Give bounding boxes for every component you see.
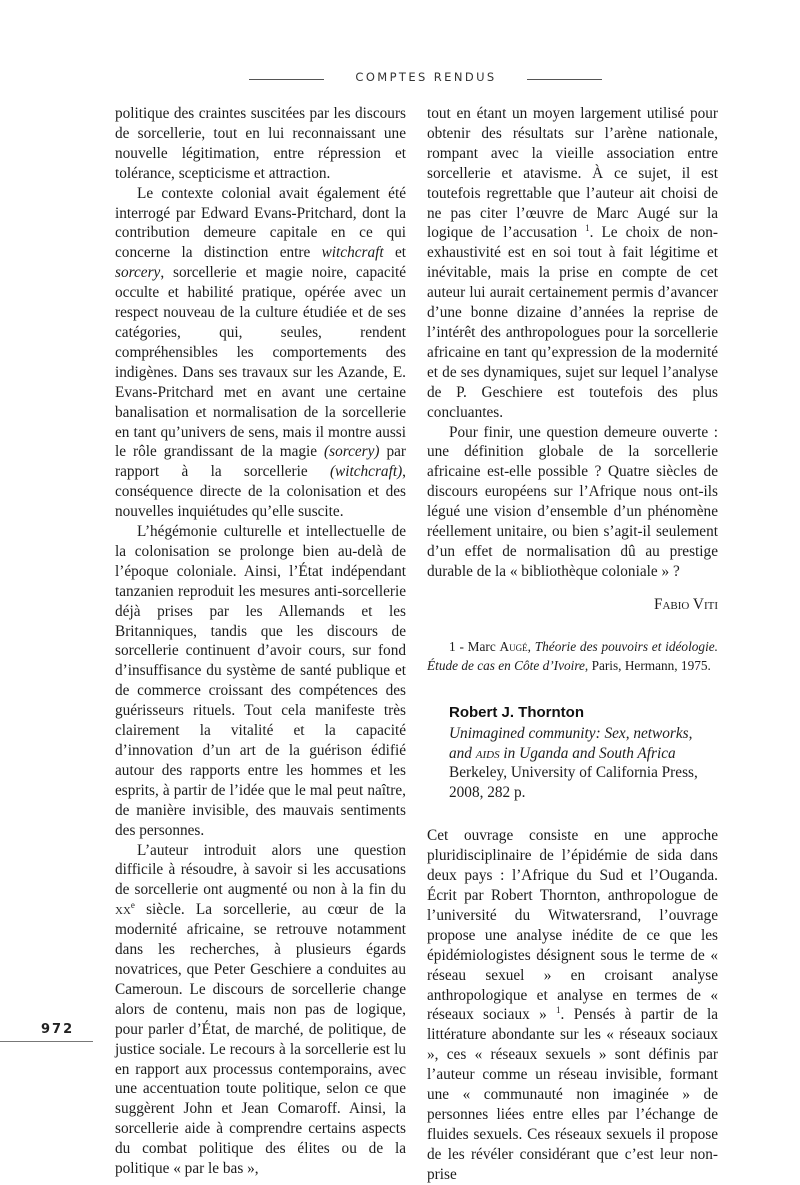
review-signature: Fabio Viti bbox=[653, 595, 718, 613]
footnote-ref-review: 1 bbox=[556, 1005, 561, 1016]
footnote-ref: 1 bbox=[585, 223, 590, 234]
page-number-rule bbox=[0, 1041, 93, 1042]
header-rule-right bbox=[527, 79, 602, 80]
footnote-book-title: Théorie des pouvoirs et idéologie. Étude de cas en Côte d’Ivoire bbox=[427, 638, 718, 673]
header-rule-left bbox=[249, 79, 324, 80]
review-book-title: Unimagined community: Sex, networks, and aids in Uganda and South Africa bbox=[449, 724, 693, 762]
term-sorcery: sorcery bbox=[115, 264, 161, 282]
paragraph-evans-pritchard: Le contexte colonial avait également été interrogé par Edward Evans-Pritchard, dont la contribution demeure capitale en ce qui concerne la distinction entre witchcraft et sorcery, sorcellerie et magie noire, capacité occulte et habilité pratique, opérée avec un respect nouveau de la culture étudiée et de ses catégories, qui, seules, rendent compréhensibles les comportements des indigènes. Dans ses travaux sur les Azande, E. Evans-Pritchard met en avant une certaine banalisation et normalisation de la sorcellerie en tant qu’univers de sens, mais il montre aussi le rôle grandissant de la magie (sorcery) par rapport à la sorcellerie (witchcraft), conséquence directe de la colonisation et des nouvelles inquiétudes qu’elle suscite. bbox=[115, 184, 406, 521]
running-header bbox=[0, 70, 800, 90]
paragraph-hegemony: L’hégémonie culturelle et intellectuelle de la colonisation se prolonge bien au-delà de l’époque coloniale. Ainsi, l’État indépendant tanzanien reproduit les mesures anti-sorcellerie déjà prises par les Allemands et les Britanniques, tandis que les discours de sorcellerie continuent d’avoir cours, sur fond d’insuffisance du système de santé publique et de commerce croissant des compétences des guérisseurs rituels. Tout cela manifeste très clairement la vitalité et la capacité d’innovation d’un art de la guérison édifié autour des rapports entre les hommes et les esprits, à partir de l’idée que le mal peut naître, de manière invisible, des mauvais sentiments des personnes. bbox=[115, 523, 406, 839]
right-column bbox=[427, 104, 718, 1185]
review-header bbox=[449, 702, 718, 804]
century-numeral: xx bbox=[115, 901, 131, 919]
paragraph-auge: tout en étant un moyen largement utilisé pour obtenir des résultats sur l’arène nationale, rompant avec la vieille association entre sorcellerie et atavisme. À ce sujet, il est toutefois regrettable que l’auteur ait choisi de ne pas citer l’œuvre de Marc Augé sur la logique de l’accusation $^1$. Le choix de non-exhaustivité est en soi tout à fait légitime et inévitable, mais la prise en compte de cet auteur lui aurait certainement permis d’avancer d’une bonne dizaine d’années la reprise de l’intérêt des anthropologues pour la sorcellerie africaine en tant qu’expression de la modernité et de ses dynamiques, sujet sur lequel l’analyse de P. Geschiere est toutefois des plus concluantes. bbox=[427, 105, 718, 421]
footnote: 1 - Marc Augé, Théorie des pouvoirs et idéologie. Étude de cas en Côte d’Ivoire, Paris, Hermann, 1975. bbox=[427, 638, 718, 673]
paragraph-continued: politique des craintes suscitées par les discours de sorcellerie, tout en lui reconnaissant une nouvelle légitimation, entre répression et tolérance, scepticisme et attraction. bbox=[115, 105, 406, 182]
review-author: Robert J. Thornton bbox=[449, 703, 584, 721]
page-number: 972 bbox=[41, 1022, 75, 1037]
review-publisher: Berkeley, University of California Press, 2008, 282 p. bbox=[449, 764, 698, 802]
term-witchcraft-paren: (witchcraft) bbox=[329, 463, 403, 481]
term-sorcery-paren: (sorcery) bbox=[324, 443, 380, 461]
left-column bbox=[115, 104, 406, 1179]
paragraph-conclusion: Pour finir, une question demeure ouverte : une définition globale de la sorcellerie africaine est-elle possible ? Quatre siècles de discours européens sur l’Afrique nous ont-ils légué une vision d’ensemble d’un phénomène réellement unitaire, ou bien s’agit-il seulement d’un effet de normalisation dû au prestige durable de la « bibliothèque coloniale » ? bbox=[427, 423, 718, 580]
review-body: Cet ouvrage consiste en une approche pluridisciplinaire de l’épidémie de sida dans deux pays : l’Afrique du Sud et l’Ouganda. Écrit par Robert Thornton, anthropologue de l’université du Witwatersrand, l’ouvrage propose une analyse inédite de ce que les épidémiologistes désignent sous le terme de « réseau sexuel » en croisant analyse anthropologique et analyse en termes de « réseaux sociaux » $^1$. Pensés à partir de la littérature abondante sur les « réseaux sociaux », ces « réseaux sexuels » sont définis par l’auteur comme un réseau invisible, formant une « communauté non imaginée » de personnes liées entre elles par l’échange de fluides sexuels. Ces réseaux sexuels il propose de les révéler considérant que c’est leur non-prise bbox=[427, 827, 718, 1183]
paragraph-question: L’auteur introduit alors une question difficile à résoudre, à savoir si les accusations de sorcellerie ont augmenté ou non à la fin du $xx^e$ siècle. La sorcellerie, au cœur de la modernité africaine, se retrouve notamment dans les recherches, à plusieurs égards novatrices, que Peter Geschiere a conduites au Cameroun. Le discours de sorcellerie change alors de contenu, mais non pas de logique, pour parler d’État, de marché, de politique, de justice sociale. Le recours à la sorcellerie est lu en rapport aux processus contemporains, avec une accentuation toute politique, selon ce que suggèrent John et Jean Comaroff. Ainsi, la sorcellerie aide à comprendre certains aspects du combat politique des élites ou de la politique « par le bas », bbox=[115, 841, 406, 1178]
term-witchcraft: witchcraft bbox=[321, 244, 384, 262]
section-title: COMPTES RENDUS bbox=[355, 70, 497, 84]
